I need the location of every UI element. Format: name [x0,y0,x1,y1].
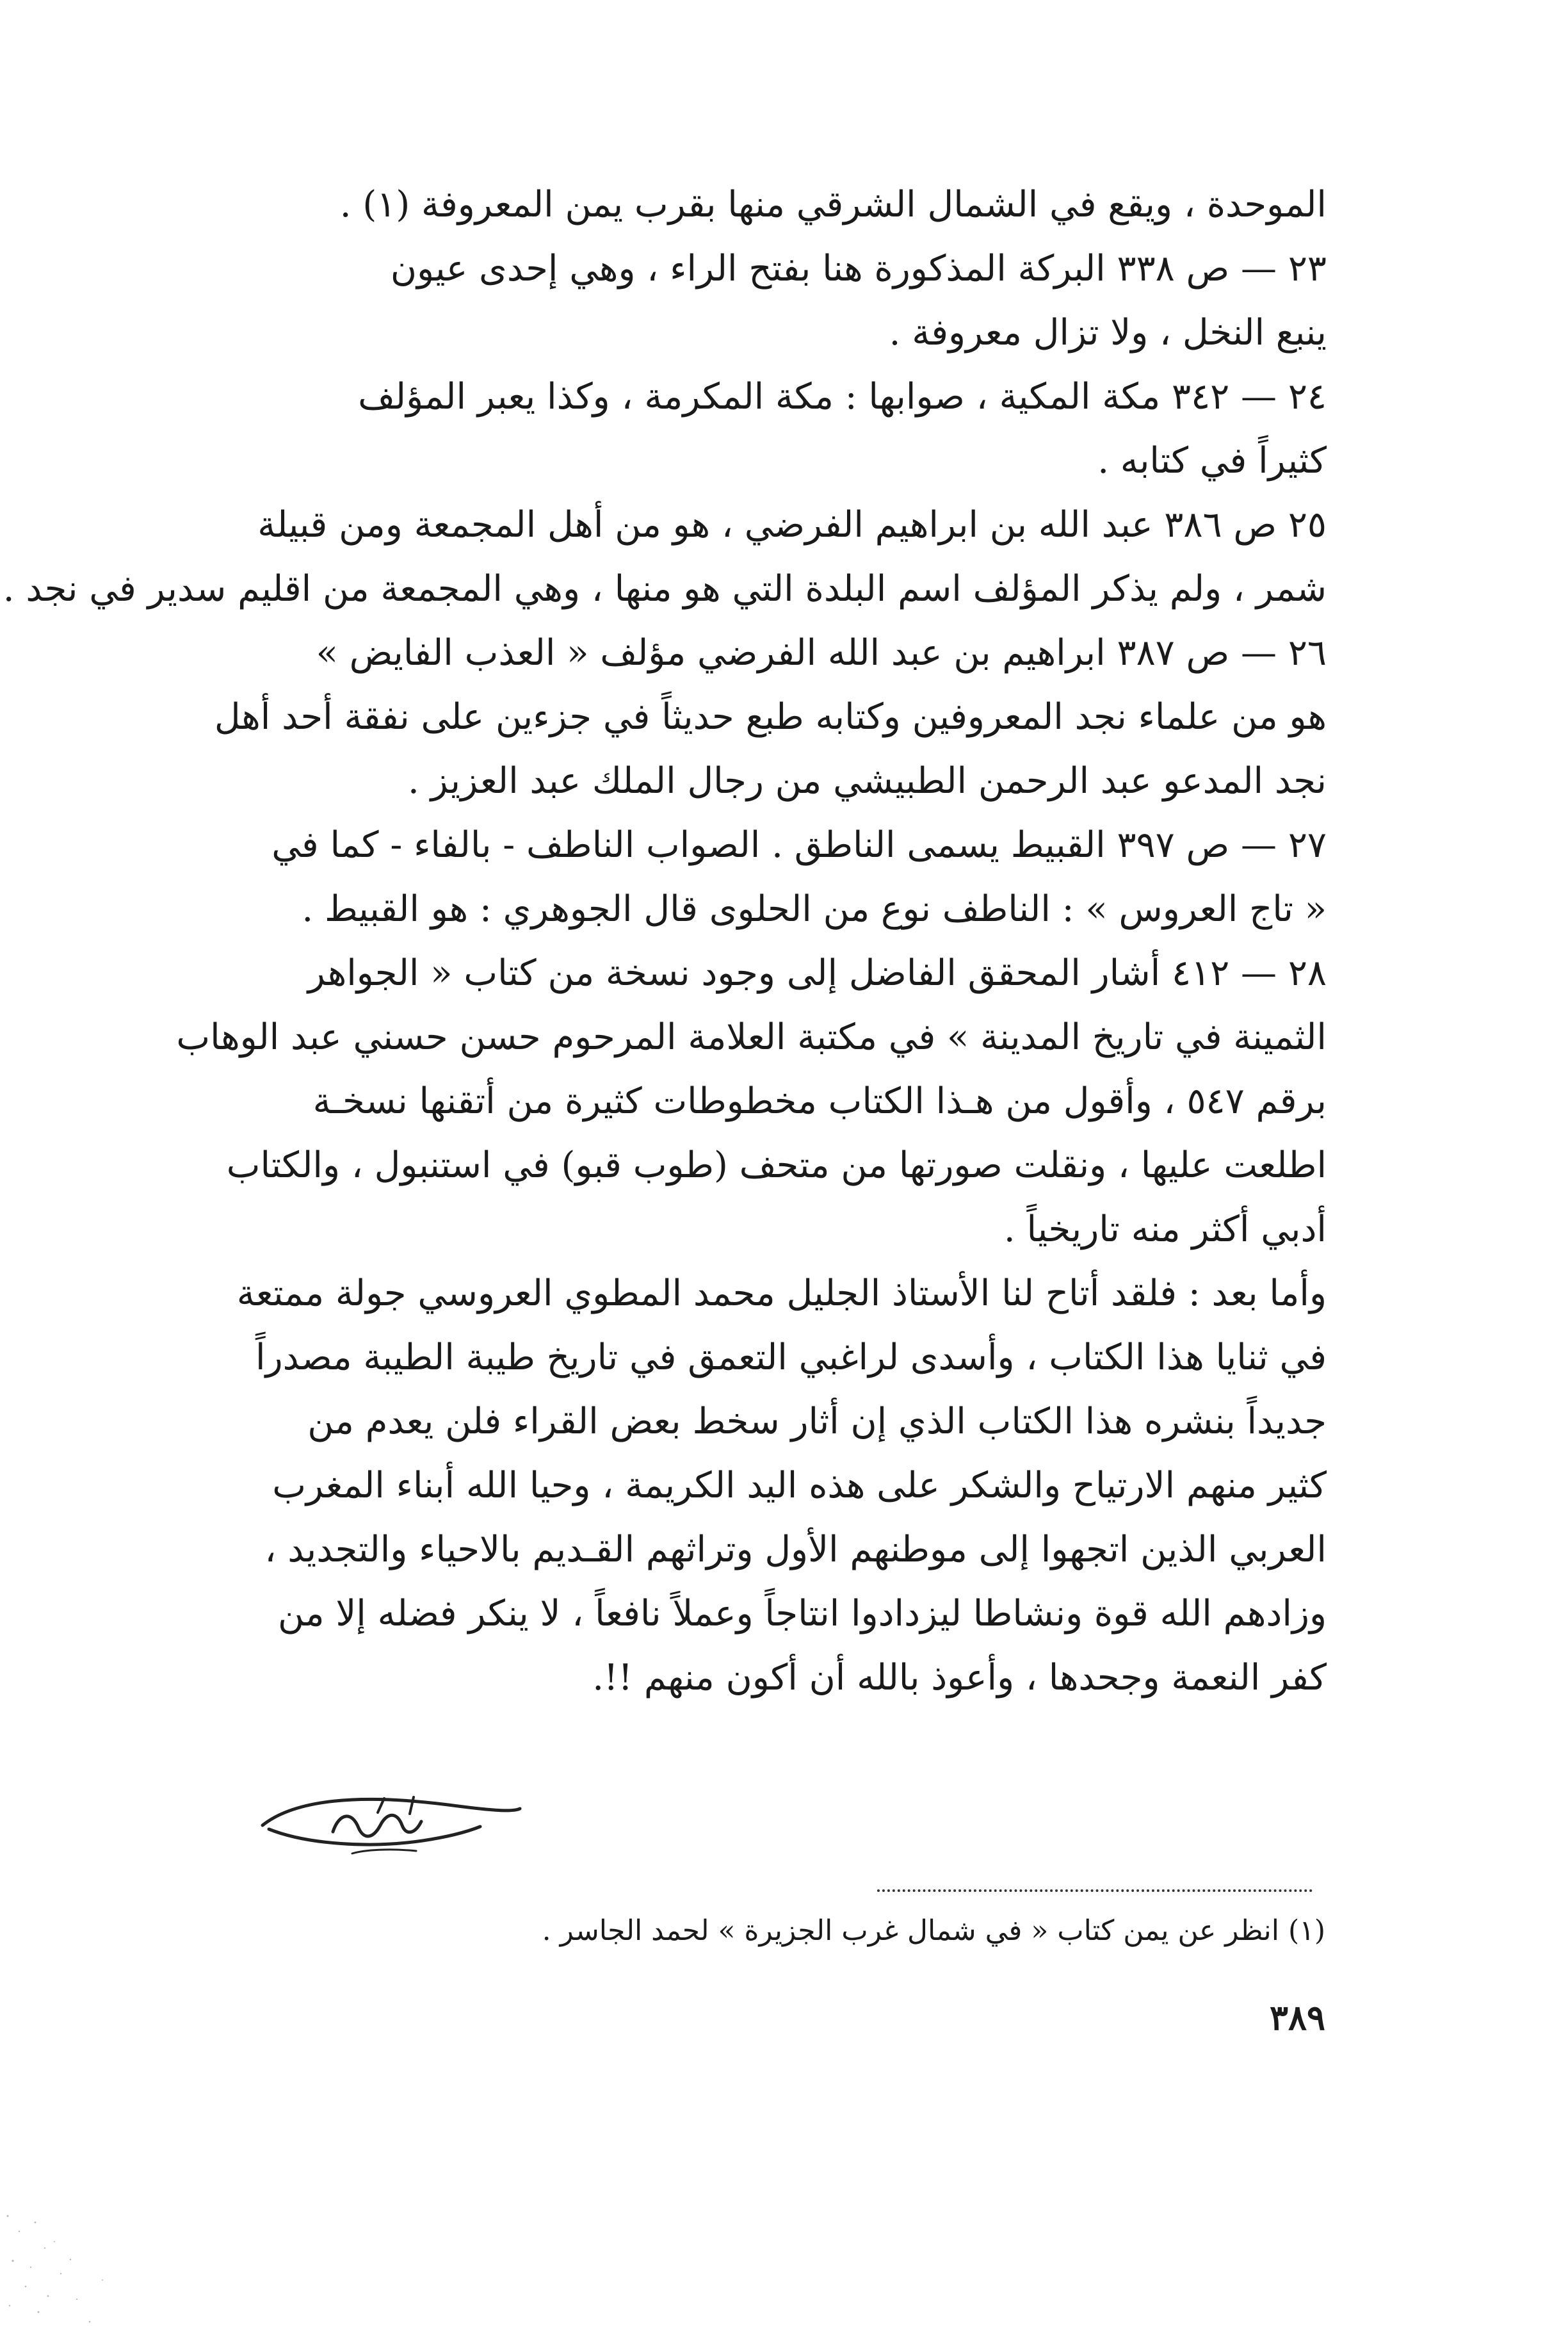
text-line: كثيراً في كتابه . [1097,440,1327,482]
text-line: الثمينة في تاريخ المدينة » في مكتبة العلامة المرحوم حسن حسني عبد الوهاب [176,1016,1327,1058]
text-line: ٢٣ — ص ٣٣٨ البركة المذكورة هنا بفتح الراء ، وهي إحدى عيون [390,248,1327,289]
page-number: ٣٨٩ [1269,1997,1325,2038]
footnote-separator [877,1889,1313,1892]
text-line: هو من علماء نجد المعروفين وكتابه طبع حديثاً في جزءين على نفقة أحد أهل [214,696,1327,738]
scan-noise [0,2203,128,2330]
text-line: نجد المدعو عبد الرحمن الطبيشي من رجال الملك عبد العزيز . [408,760,1327,802]
footnote: (١) انظر عن يمن كتاب « في شمال غرب الجزيرة » لحمد الجاسر . [542,1914,1325,1947]
body-text [3,173,1327,1710]
text-line: أدبي أكثر منه تاريخياً . [1003,1209,1327,1250]
text-line: كثير منهم الارتياح والشكر على هذه اليد الكريمة ، وحيا الله أبناء المغرب [272,1465,1327,1506]
text-line: العربي الذين اتجهوا إلى موطنهم الأول وتراثهم القـديم بالاحياء والتجديد ، [264,1529,1327,1570]
text-line: ٢٧ — ص ٣٩٧ القبيط يسمى الناطق . الصواب الناطف - بالفاء - كما في [271,824,1327,866]
text-line: ٢٤ — ٣٤٢ مكة المكية ، صوابها : مكة المكرمة ، وكذا يعبر المؤلف [358,376,1327,418]
text-line: في ثنايا هذا الكتاب ، وأسدى لراغبي التعمق في تاريخ طيبة الطيبة مصدراً [255,1337,1327,1378]
text-line: وأما بعد : فلقد أتاح لنا الأستاذ الجليل محمد المطوي العروسي جولة ممتعة [236,1273,1327,1314]
text-line: اطلعت عليها ، ونقلت صورتها من متحف (طوب قبو) في استنبول ، والكتاب [226,1145,1327,1186]
text-line: وزادهم الله قوة ونشاطا ليزدادوا انتاجاً وعملاً نافعاً ، لا ينكر فضله إلا من [277,1593,1327,1634]
text-line: كفر النعمة وجحدها ، وأعوذ بالله أن أكون منهم !!. [592,1657,1327,1699]
text-line: ٢٨ — ٤١٢ أشار المحقق الفاضل إلى وجود نسخة من كتاب « الجواهر [307,952,1327,994]
text-line: برقم ٥٤٧ ، وأقول من هـذا الكتاب مخطوطات كثيرة من أتقنها نسخـة [312,1080,1327,1122]
text-line: ينبع النخل ، ولا تزال معروفة . [889,312,1327,354]
text-line: ٢٦ — ص ٣٨٧ ابراهيم بن عبد الله الفرضي مؤلف « العذب الفايض » [316,632,1327,674]
text-line: ٢٥ ص ٣٨٦ عبد الله بن ابراهيم الفرضي ، هو من أهل المجمعة ومن قبيلة [257,504,1327,546]
text-line: « تاج العروس » : الناطف نوع من الحلوى قال الجوهري : هو القبيط . [302,888,1327,930]
text-line: الموحدة ، ويقع في الشمال الشرقي منها بقرب يمن المعروفة (١) . [339,184,1327,225]
handwritten-signature [256,1787,525,1864]
text-line: شمر ، ولم يذكر المؤلف اسم البلدة التي هو منها ، وهي المجمعة من اقليم سدير في نجد . [3,568,1327,610]
text-line: جديداً بنشره هذا الكتاب الذي إن أثار سخط بعض القراء فلن يعدم من [307,1401,1327,1442]
